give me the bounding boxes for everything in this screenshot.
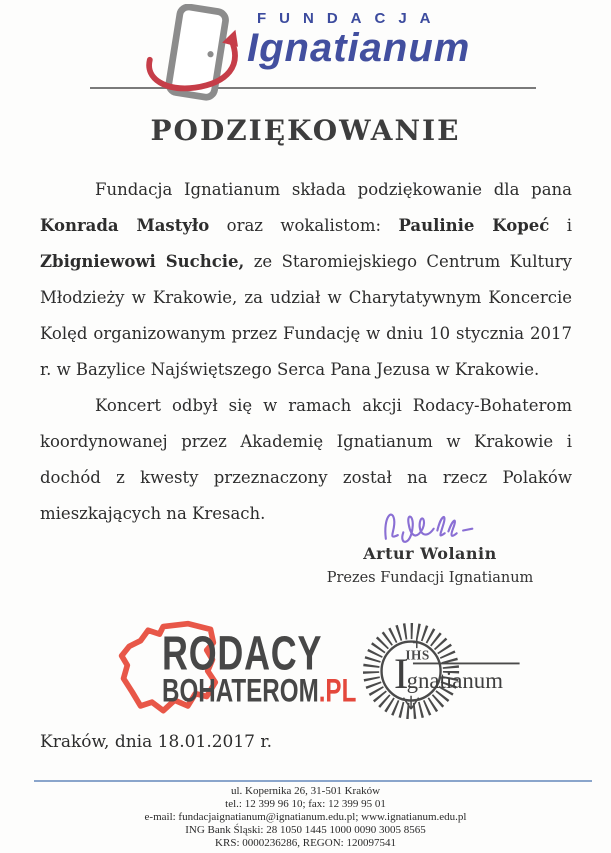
bohaterom-text: BOHATEROM [162,672,319,710]
signer-name: Artur Wolanin [363,544,497,563]
pl-suffix-text: .PL [318,672,357,710]
p1-mid1: oraz wokalistom: [209,216,399,235]
body-paragraph-1 [40,172,572,388]
footer-phone-fax: tel.: 12 399 96 10; fax: 12 399 95 01 [225,798,386,810]
logo-wordmark [247,10,475,68]
letter-body [40,172,572,532]
svg-text:IHS: IHS [405,647,430,663]
signature-block [325,502,535,586]
footer-email-www: e-mail: fundacjaignatianum@ignatianum.edu.pl; www.ignatianum.edu.pl [144,811,467,823]
body-paragraph-2: Koncert odbył się w ramach akcji Rodacy-Bohaterom koordynowanej przez Akademię Ignatianum w Krakowie i dochód z kwesty przeznaczony został na rzecz Polaków mieszkających na Kresach. [40,396,572,523]
fundacja-ignatianum-logo [145,2,475,104]
footer-divider [34,780,592,782]
rodacy-line1-text: RODACY [162,625,323,680]
footer-krs-regon: KRS: 0000236286, REGON: 120097541 [215,837,396,849]
footer-contact-block [0,785,611,850]
p1-rest: ze Staromiejskiego Centrum Kultury Młodzieży w Krakowie, za udział w Charytatywnym Koncercie Kolęd organizowanym przez Fundację w dniu 10 stycznia 2017 r. w Bazylice Najświętszego Serca Pana Jezusa w Krakowie. [40,252,572,379]
rodacy-wordmark [162,625,357,710]
svg-text:Ignatianum: Ignatianum [393,650,503,699]
rodacy-line2-text [162,672,357,710]
p1-name-zbigniew-suchta: Zbigniewowi Suchcie, [40,252,245,271]
rodacy-bohaterom-logo [110,618,357,722]
date-line: Kraków, dnia 18.01.2017 r. [40,732,273,752]
p1-mid2: i [549,216,572,235]
door-swoosh-icon [145,4,245,104]
footer-bank-account: ING Bank Śląski: 28 1050 1445 1000 0090 3005 8565 [185,824,426,836]
p1-name-paulina-kopec: Paulinie Kopeć [398,216,550,235]
handwritten-signature-icon [365,502,495,548]
ignatianum-seal-icon [352,612,552,731]
p1-lead: Fundacja Ignatianum składa podziękowanie dla pana [95,180,572,199]
p1-name-konrad-mastylo: Konrada Mastyło [40,216,210,235]
brand-ignatianum-text: Ignatianum [247,26,471,70]
brand-fundacja-text: FUNDACJA [257,10,444,27]
footer-address: ul. Kopernika 26, 31-501 Kraków [230,785,381,797]
letter-title: PODZIĘKOWANIE [150,114,461,147]
signer-title: Prezes Fundacji Ignatianum [326,570,534,586]
